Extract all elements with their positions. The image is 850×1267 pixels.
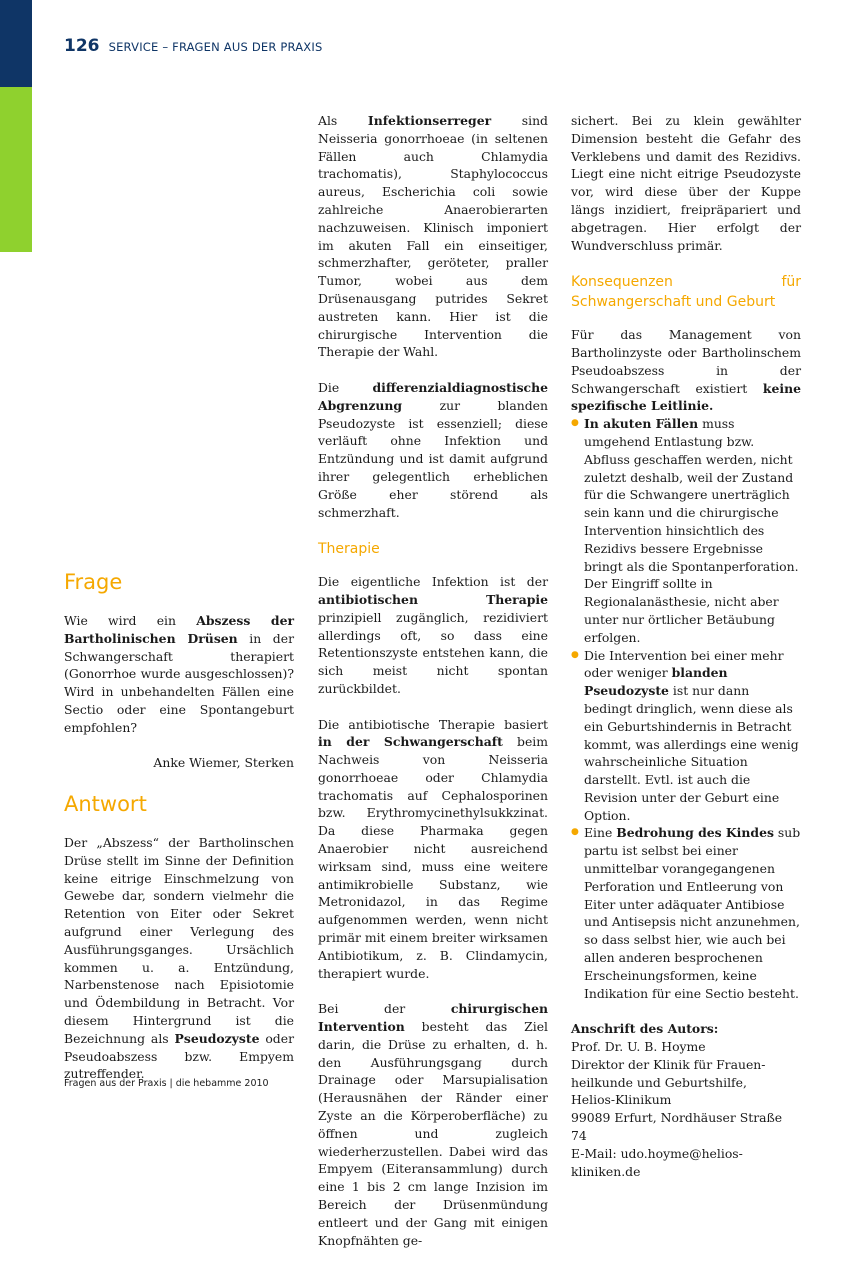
list-item: ● In akuten Fällen muss umgehend Entlastung bzw. Abfluss geschaffen werden, nicht zuletzt deshalb, weil der Zustand für die Schwangere unerträglich sein kann und die chirurgische Intervention hinsichtlich des Rezidivs bessere Ergebnisse bringt als die Spontanperforation. Der Eingriff sollte in Regionalanästhesie, nicht aber unter nur örtlicher Betäubung erfolgen. bbox=[571, 415, 801, 646]
column-middle bbox=[318, 112, 548, 1267]
address-email: E-Mail: udo.hoyme@helios-kliniken.de bbox=[571, 1145, 743, 1179]
antwort-heading: Antwort bbox=[64, 791, 147, 816]
bullet-list bbox=[571, 415, 801, 1002]
address-line: Helios-Klinikum bbox=[571, 1092, 672, 1108]
paragraph-schwangerschaft-therapie: Die antibiotische Therapie basiert in der Schwangerschaft beim Nachweis von Neisseria gonorrhoeae oder Chlamydia trachomatis auf Cephalosporinen bzw. Erythromycinethylsukkzinat. Da diese Pharmaka gegen Anaerobier nicht ausreichend wirksam sind, muss eine weitere antimikrobielle Substanz, wie Metronidazol, in das Regime aufgenommen werden, wenn nicht primär mit einem breiter wirksamen Antibiotikum, z. B. Clindamycin, therapiert wurde. bbox=[318, 716, 548, 981]
question-author: Anke Wiemer, Sterken bbox=[153, 755, 294, 771]
address-line: 99089 Erfurt, Nordhäuser Straße 74 bbox=[571, 1110, 783, 1144]
paragraph-antibiotische-therapie: Die eigentliche Infektion ist der antibiotischen Therapie prinzipiell zugänglich, rezidiviert allerdings oft, so dass eine Retentionszyste entstehen kann, die sich meist nicht spontan zurückbildet. bbox=[318, 574, 548, 696]
author-address bbox=[571, 1020, 801, 1180]
page-footer: Fragen aus der Praxis | die hebamme 2010 bbox=[64, 1078, 269, 1089]
paragraph-infektionserreger: Als Infektionserreger sind Neisseria gonorrhoeae (in seltenen Fällen auch Chlamydia trachomatis), Staphylococcus aureus, Escherichia coli sowie zahlreiche Anaerobierarten nachzuweisen. Klinisch imponiert im akuten Fall ein einseitiger, schmerzhafter, geröteter, praller Tumor, wobei aus dem Drüsenausgang putrides Sekret austreten kann. Hier ist die chirurgische Intervention die Therapie der Wahl. bbox=[318, 113, 548, 360]
address-heading: Anschrift des Autors: bbox=[571, 1021, 719, 1037]
paragraph-continuation: sichert. Bei zu klein gewählter Dimension besteht die Gefahr des Verklebens und damit des Rezidivs. Liegt eine nicht eitrige Pseudozyste vor, wird diese über der Kuppe längs inzidiert, freipräpariert und abgetragen. Hier erfolgt der Wundverschluss primär. bbox=[571, 113, 801, 253]
header-color-bar bbox=[0, 0, 32, 87]
answer-paragraph: Der „Abszess“ der Bartholinschen Drüse stellt im Sinne der Definition keine eitrige Einschmelzung von Gewebe dar, sondern vielmehr die Retention von Eiter oder Sekret aufgrund einer Verlegung des Ausführungsganges. Ursächlich kommen u. a. Entzündung, Narbenstenose nach Episiotomie und Ödembildung in Betracht. Vor diesem Hintergrund ist die Bezeichnung als Pseudozyste oder Pseudoabszess bzw. Empyem zutreffender. bbox=[64, 834, 294, 1082]
therapie-heading: Therapie bbox=[318, 541, 380, 558]
konsequenzen-heading: Konsequenzen für Schwangerschaft und Geburt bbox=[571, 274, 801, 311]
address-line: Prof. Dr. U. B. Hoyme bbox=[571, 1039, 706, 1055]
frage-heading: Frage bbox=[64, 570, 123, 594]
paragraph-differenzialdiagnose: Die differenzialdiagnostische Abgrenzung zur blanden Pseudozyste ist essenziell; diese verläuft ohne Infektion und Entzündung und ist damit aufgrund ihrer gelegentlich erheblichen Größe eher störend als schmerzhaft. bbox=[318, 379, 548, 520]
section-title: SERVICE – FRAGEN AUS DER PRAXIS bbox=[108, 40, 323, 54]
section-color-bar bbox=[0, 87, 32, 252]
column-left bbox=[64, 568, 294, 1101]
list-item: ● Die Intervention bei einer mehr oder weniger blanden Pseudozyste ist nur dann bedingt dringlich, wenn diese als ein Geburtshindernis in Betracht kommt, was allerdings eine wenig wahrscheinliche Situation darstellt. Evtl. ist auch die Revision unter der Geburt eine Option. bbox=[571, 647, 801, 825]
column-right bbox=[571, 112, 801, 1180]
address-line: Direktor der Klinik für Frauen- bbox=[571, 1056, 766, 1072]
page-header bbox=[64, 36, 322, 56]
page-number: 126 bbox=[64, 36, 100, 56]
list-item: ● Eine Bedrohung des Kindes sub partu ist selbst bei einer unmittelbar vorangegangenen Perforation und Entleerung von Eiter unter adäquater Antibiose und Antisepsis nicht anzunehmen, so dass selbst hier, wie auch bei allen anderen besprochenen Erscheinungsformen, keine Indikation für eine Sectio besteht. bbox=[571, 824, 801, 1002]
address-line: heilkunde und Geburtshilfe, bbox=[571, 1074, 747, 1090]
paragraph-management: Für das Management von Bartholinzyste oder Bartholinschem Pseudoabszess in der Schwangerschaft existiert keine spezifische Leitlinie. bbox=[571, 327, 801, 414]
question-text: Wie wird ein Abszess der Bartholinischen Drüsen in der Schwangerschaft therapiert (Gonorrhoe wurde ausgeschlossen)? Wird in unbehandelten Fällen eine Sectio oder eine Spontangeburt empfohlen? bbox=[64, 613, 295, 735]
paragraph-chirurgische-intervention: Bei der chirurgischen Intervention besteht das Ziel darin, die Drüse zu erhalten, d. h. den Ausführungsgang durch Drainage oder Marsupialisation (Herausnähen der Ränder einer Zyste an die Körperoberfläche) zu öffnen und zugleich wiederherzustellen. Dabei wird das Empyem (Eiteransammlung) durch eine 1 bis 2 cm lange Inzision im Bereich der Drüsenmündung entleert und der Gang mit einigen Knopfnähten ge- bbox=[318, 1001, 548, 1248]
